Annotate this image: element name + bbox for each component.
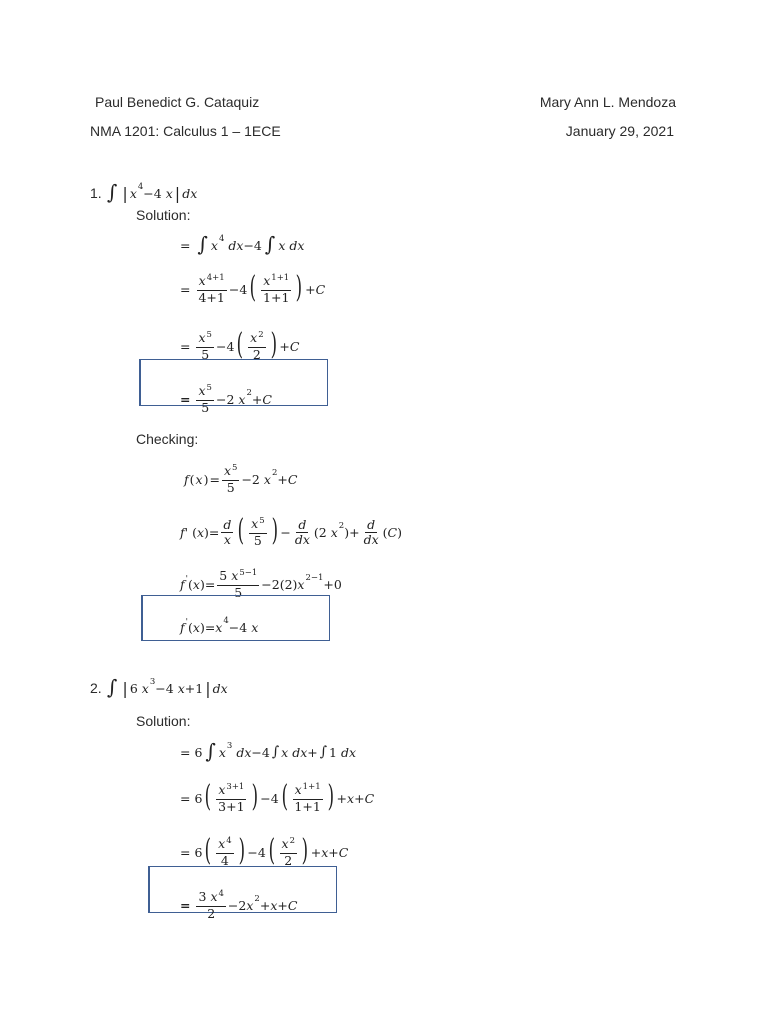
p1-check-2: f ' ( x )= $\frac{d}{x}$ ( $\frac{x^5}{5}$ ) − $\frac{d}{dx}$ (2 x $^2$ )+ $\frac{d}{dx}$ ( C ) xyxy=(180,513,402,548)
problem-1-checking-label: Checking: xyxy=(136,431,199,447)
p2-step-2: = 6 ( $\frac{x^{3+1}}{3+1}$ ) −4 ( $\frac{x^{1+1}}{1+1}$ ) + x + C xyxy=(180,779,375,814)
problem-2-solution-label: Solution: xyxy=(136,713,191,729)
problem-1-integral: ∫ | x $^4$ −4 x | dx xyxy=(107,180,198,204)
problem-1-solution-label: Solution: xyxy=(136,207,191,223)
p1-final-answer: = $\frac{x^5}{5}$ −2 x $^2$ + C xyxy=(180,382,272,415)
problem-2-integral: ∫ | 6 x $^3$ −4 x +1 | dx xyxy=(107,675,228,699)
p1-step-1: = ∫ x $^4$ dx −4 ∫ x dx xyxy=(180,232,305,256)
p2-step-1: = 6 ∫ x $^3$ dx −4 ∫ x dx + ∫ 1 dx xyxy=(180,739,357,763)
p1-check-1: f ( x ) = $\frac{x^5}{5}$ −2 x $^2$ + C xyxy=(184,462,298,495)
problem-1-number: 1. xyxy=(90,185,102,201)
p1-check-final: f ' ( x )= x $^4$ −4 x xyxy=(180,616,259,635)
p1-step-3: = $\frac{x^5}{5}$ −4 ( $\frac{x^2}{2}$ ) + C xyxy=(180,327,300,362)
p2-step-3: = 6 ( $\frac{x^4}{4}$ ) −4 ( $\frac{x^2}{2}$ ) + x + C xyxy=(180,833,349,868)
p2-final-answer: = $\frac{3 x^4}{2}$ −2 x $^2$ + x + C xyxy=(180,888,298,921)
student-name: Paul Benedict G. Cataquiz xyxy=(95,94,260,110)
problem-2-number: 2. xyxy=(90,680,102,696)
instructor-name: Mary Ann L. Mendoza xyxy=(539,94,676,110)
p1-step-2: = $\frac{x^{4+1}}{4+1}$ −4 ( $\frac{x^{1+1}}{1+1}$ ) + C xyxy=(180,270,326,305)
course-title: NMA 1201: Calculus 1 – 1ECE xyxy=(90,123,281,139)
document-date: January 29, 2021 xyxy=(565,123,674,139)
p1-check-3: f ' ( x )= $\frac{5 x^{5-1}}{5}$ −2(2) x $^{2-1}$ +0 xyxy=(180,567,342,600)
